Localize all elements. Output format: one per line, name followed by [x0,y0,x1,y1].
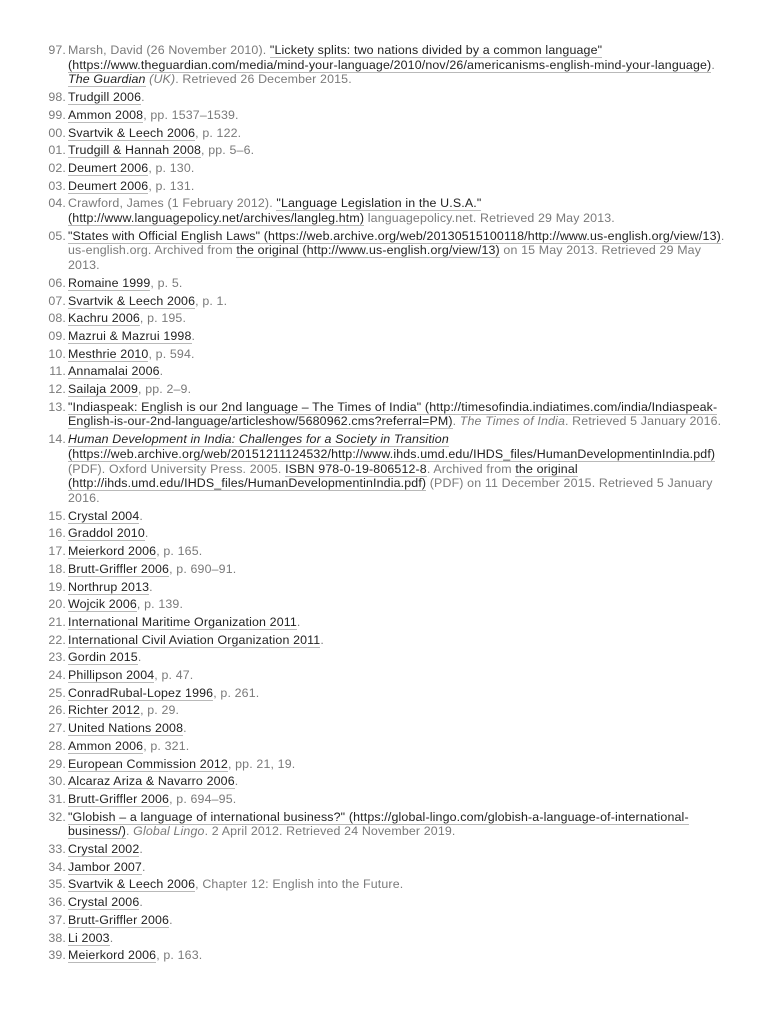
reference-number: 11 . [0,364,66,379]
reference-item [0,615,728,630]
reference-text-segment: . [191,328,196,343]
reference-link[interactable]: the original (http://www.us-english.org/view/13) [236,243,500,258]
reference-text-segment: . [137,650,142,665]
reference-text [68,196,728,225]
reference-text-segment: , p. 131. [148,178,195,193]
reference-item [0,913,728,928]
reference-text-segment: , pp. 5–6. [201,143,255,158]
reference-link[interactable]: Crystal 2004 [68,508,140,523]
reference-number: 37 . [0,913,66,928]
reference-text-segment: . [452,414,460,429]
reference-text-segment: , p. 195. [139,311,187,326]
reference-text-segment: . [234,774,239,789]
reference-link[interactable]: Wojcik 2006 [68,597,137,612]
reference-text-segment: , p. 594. [148,346,195,361]
reference-item [0,703,728,718]
reference-number: 08 . [0,311,66,326]
reference-item [0,126,728,141]
reference-list [0,43,728,966]
reference-text-segment: . [144,526,149,541]
reference-number: 24 . [0,668,66,683]
reference-number: 32 . [0,810,66,825]
reference-link[interactable]: Human Development in India: Challenges for a Society in Transition [68,432,449,447]
reference-text-segment: , p. 47. [154,668,194,683]
reference-item [0,931,728,946]
reference-link[interactable]: "Lickety splits: two nations divided by a common language" (https://www.theguardian.com/media/mind-your-language/2010/nov/26/americanisms-english-mind-your-language) [68,43,712,72]
reference-number: 33 . [0,842,66,857]
reference-text-segment: , p. 694–95. [169,791,237,806]
reference-number: 21 . [0,615,66,630]
reference-link[interactable]: ISBN 978-0-19-806512-8 [285,461,427,476]
reference-text [68,509,728,524]
reference-link[interactable]: ConradRubal-Lopez 1996 [68,685,214,700]
reference-text [68,364,728,379]
reference-text-segment: . [159,364,164,379]
reference-link[interactable]: Jambor 2007 [68,859,142,874]
reference-item [0,580,728,595]
reference-text [68,774,728,789]
reference-link[interactable]: the original (http://ihds.umd.edu/IHDS_files/HumanDevelopmentinIndia.pdf) [68,461,578,491]
reference-text-segment: . Retrieved 5 January 2016. [565,414,722,429]
reference-item [0,810,728,839]
reference-link[interactable]: Crystal 2006 [68,895,140,910]
reference-text [68,810,728,839]
reference-item [0,43,728,87]
reference-text-segment: . [149,579,153,594]
reference-text-segment: , pp. 21, 19. [227,756,296,771]
reference-item [0,686,728,701]
reference-item [0,633,728,648]
reference-text-segment: , pp. 1537–1539. [143,107,239,122]
reference-text [68,650,728,665]
reference-item [0,329,728,344]
reference-text [68,179,728,194]
reference-text [68,615,728,630]
reference-item [0,650,728,665]
reference-link[interactable]: Trudgill 2006 [68,90,142,105]
reference-number: 06 . [0,276,66,291]
reference-text [68,294,728,309]
reference-number: 34 . [0,860,66,875]
reference-number: 03 . [0,179,66,194]
reference-item [0,739,728,754]
reference-text-segment: . [141,90,145,105]
reference-link[interactable]: Mesthrie 2010 [68,346,149,361]
reference-link[interactable]: International Civil Aviation Organization 2011 [68,632,321,647]
reference-number: 97 . [0,43,66,58]
reference-text [68,143,728,158]
reference-link[interactable]: Brutt-Griffler 2006 [68,912,170,927]
reference-text [68,703,728,718]
reference-link[interactable]: Gordin 2015 [68,650,138,665]
reference-text-segment: . [169,912,173,927]
reference-text-segment: , p. 130. [148,160,195,175]
reference-text-segment: . [125,824,134,839]
reference-text-segment: Marsh, David (26 November 2010). [68,43,270,57]
reference-text-segment: The Times of India [459,414,565,429]
reference-text-segment: . [139,895,143,910]
reference-link[interactable]: Mazrui & Mazrui 1998 [68,328,192,343]
reference-text [68,562,728,577]
reference-text-segment: . [320,632,324,647]
reference-item [0,544,728,559]
reference-link[interactable]: International Maritime Organization 2011 [68,614,297,629]
reference-text [68,229,728,273]
reference-link[interactable]: Richter 2012 [68,703,141,718]
reference-link[interactable]: United Nations 2008 [68,721,184,736]
reference-number: 19 . [0,580,66,595]
reference-text-segment: . [139,842,143,857]
reference-text [68,126,728,141]
reference-text [68,580,728,595]
reference-link[interactable]: Ammon 2006 [68,738,144,753]
reference-item [0,432,728,506]
reference-text-segment: , Chapter 12: English into the Future. [195,877,404,892]
reference-link[interactable]: Northrup 2013 [68,579,150,594]
reference-item [0,196,728,225]
reference-number: 25 . [0,686,66,701]
reference-item [0,294,728,309]
reference-text [68,544,728,559]
reference-number: 01 . [0,143,66,158]
reference-item [0,757,728,772]
reference-text-segment: . Retrieved 26 December 2015. [175,72,352,87]
reference-link[interactable]: Deumert 2006 [68,160,149,175]
reference-text-segment: languagepolicy.net. Retrieved 29 May 2013. [364,211,615,226]
reference-text [68,43,728,87]
reference-number: 22 . [0,633,66,648]
reference-text-segment: (PDF) on 11 December 2015. Retrieved 5 January 2016. [68,476,713,505]
reference-text-segment: , p. 321. [143,738,190,753]
reference-text [68,347,728,362]
reference-number: 35 . [0,877,66,892]
reference-number: 36 . [0,895,66,910]
reference-item [0,948,728,963]
reference-item [0,108,728,123]
reference-text [68,668,728,683]
reference-item [0,877,728,892]
reference-text-segment: . [711,57,715,72]
reference-text [68,400,728,429]
reference-link[interactable]: Alcaraz Ariza & Navarro 2006 [68,774,235,789]
reference-text-segment: on 15 May 2013. Retrieved 29 May 2013. [68,243,702,273]
reference-link[interactable]: Brutt-Griffler 2006 [68,791,170,806]
reference-text-segment: . [139,508,143,523]
reference-text [68,948,728,963]
reference-text-segment: , p. 139. [136,597,184,612]
reference-item [0,668,728,683]
reference-number: 27 . [0,721,66,736]
reference-link[interactable]: Deumert 2006 [68,178,149,193]
reference-number: 99 . [0,108,66,123]
reference-number: 39 . [0,948,66,963]
reference-link[interactable]: Graddol 2010 [68,526,145,541]
reference-number: 29 . [0,757,66,772]
reference-item [0,311,728,326]
reference-number: 13 . [0,400,66,415]
reference-number: 04 . [0,196,66,211]
reference-text-segment: , pp. 2–9. [138,382,192,397]
reference-link[interactable]: Meierkord 2006 [68,948,157,963]
reference-text [68,597,728,612]
reference-link[interactable]: Li 2003 [68,930,110,945]
reference-text-segment: (PDF). Oxford University Press. 2005. [68,461,286,476]
reference-text [68,432,728,506]
reference-item [0,509,728,524]
reference-item [0,143,728,158]
reference-text-segment: . [141,859,146,874]
reference-item [0,895,728,910]
reference-link[interactable]: European Commission 2012 [68,756,228,771]
reference-number: 09 . [0,329,66,344]
reference-item [0,229,728,273]
reference-number: 07 . [0,294,66,309]
reference-item [0,562,728,577]
reference-text [68,90,728,105]
reference-link[interactable]: Romaine 1999 [68,275,151,290]
reference-link[interactable]: "Indiaspeak: English is our 2nd language – The Times of India" (http://timesofindia.indiatimes.com/india/Indiaspeak-English-is-our-2nd-language/articleshow/5680962.cms?referral=PM) [68,399,718,429]
reference-link[interactable]: Crystal 2002 [68,842,140,857]
reference-text-segment: Crawford, James (1 February 2012). [68,196,277,211]
reference-text-segment: . [296,614,301,629]
reference-link[interactable]: Meierkord 2006 [68,544,157,559]
reference-text-segment: Global Lingo [133,824,205,839]
reference-number: 10 . [0,347,66,362]
reference-link[interactable]: Svartvik & Leech 2006 [68,877,196,892]
reference-text [68,311,728,326]
reference-number: 23 . [0,650,66,665]
reference-link[interactable]: Sailaja 2009 [68,382,139,397]
reference-text-segment: . Archived from [426,461,516,476]
reference-item [0,161,728,176]
reference-text [68,860,728,875]
reference-number: 17 . [0,544,66,559]
reference-text-segment: , p. 261. [213,685,260,700]
reference-text-segment: . us-english.org. Archived from [68,228,725,258]
reference-text [68,161,728,176]
reference-text-segment: . [183,721,187,736]
reference-text-segment: , p. 690–91. [169,561,237,576]
reference-text-segment: , p. 122. [195,125,242,140]
reference-text-segment: , p. 163. [156,948,203,963]
reference-number: 15 . [0,509,66,524]
reference-text [68,931,728,946]
reference-number: 16 . [0,526,66,541]
reference-link[interactable]: "States with Official English Laws" (https://web.archive.org/web/20130515100118/http://www.us-english.org/view/13) [68,228,721,243]
reference-text-segment: . [109,930,114,945]
reference-number: 26 . [0,703,66,718]
reference-number: 28 . [0,739,66,754]
reference-link[interactable]: Annamalai 2006 [68,364,160,379]
reference-item [0,276,728,291]
reference-link[interactable]: The Guardian [68,72,146,87]
reference-link[interactable]: "Language Legislation in the U.S.A." (http://www.languagepolicy.net/archives/langleg.htm) [68,196,482,226]
reference-number: 98 . [0,90,66,105]
reference-text [68,276,728,291]
reference-text [68,739,728,754]
reference-text [68,382,728,397]
reference-link[interactable]: Ammon 2008 [68,107,144,122]
reference-text-segment: , p. 29. [140,703,180,718]
reference-text-segment: , p. 1. [195,293,228,308]
reference-text [68,633,728,648]
reference-item [0,179,728,194]
reference-text [68,329,728,344]
reference-link[interactable]: (https://web.archive.org/web/20151211124532/http://www.ihds.umd.edu/IHDS_files/HumanDevelopmentinIndia.pdf) [68,446,716,461]
reference-text [68,792,728,807]
reference-link[interactable]: "Globish – a language of international business?" (https://global-lingo.com/globish-a-language-of-international-business/) [68,809,689,839]
reference-item [0,526,728,541]
reference-text [68,757,728,772]
reference-text-segment: , p. 5. [150,275,183,290]
reference-number: 20 . [0,597,66,612]
reference-link[interactable]: Phillipson 2004 [68,668,155,683]
reference-text [68,721,728,736]
reference-text [68,877,728,892]
reference-text [68,895,728,910]
reference-item [0,792,728,807]
reference-text [68,913,728,928]
reference-item [0,400,728,429]
reference-item [0,860,728,875]
reference-text-segment: (UK) [149,72,176,87]
reference-item [0,347,728,362]
reference-number: 05 . [0,229,66,244]
reference-number: 12 . [0,382,66,397]
reference-text-segment: . 2 April 2012. Retrieved 24 November 2019. [204,824,456,839]
reference-number: 30 . [0,774,66,789]
reference-link[interactable]: Trudgill & Hannah 2008 [68,143,202,158]
reference-number: 31 . [0,792,66,807]
reference-number: 02 . [0,161,66,176]
reference-link[interactable]: Svartvik & Leech 2006 [68,125,196,140]
reference-link[interactable]: Kachru 2006 [68,311,140,326]
reference-text [68,686,728,701]
reference-link[interactable]: Svartvik & Leech 2006 [68,293,196,308]
reference-item [0,774,728,789]
reference-item [0,364,728,379]
reference-number: 14 . [0,432,66,447]
reference-item [0,842,728,857]
reference-text-segment: , p. 165. [156,544,203,559]
reference-text [68,842,728,857]
reference-number: 38 . [0,931,66,946]
reference-text [68,108,728,123]
reference-item [0,382,728,397]
reference-number: 18 . [0,562,66,577]
reference-text [68,526,728,541]
reference-number: 00 . [0,126,66,141]
reference-item [0,597,728,612]
reference-item [0,721,728,736]
reference-item [0,90,728,105]
reference-link[interactable]: Brutt-Griffler 2006 [68,561,170,576]
